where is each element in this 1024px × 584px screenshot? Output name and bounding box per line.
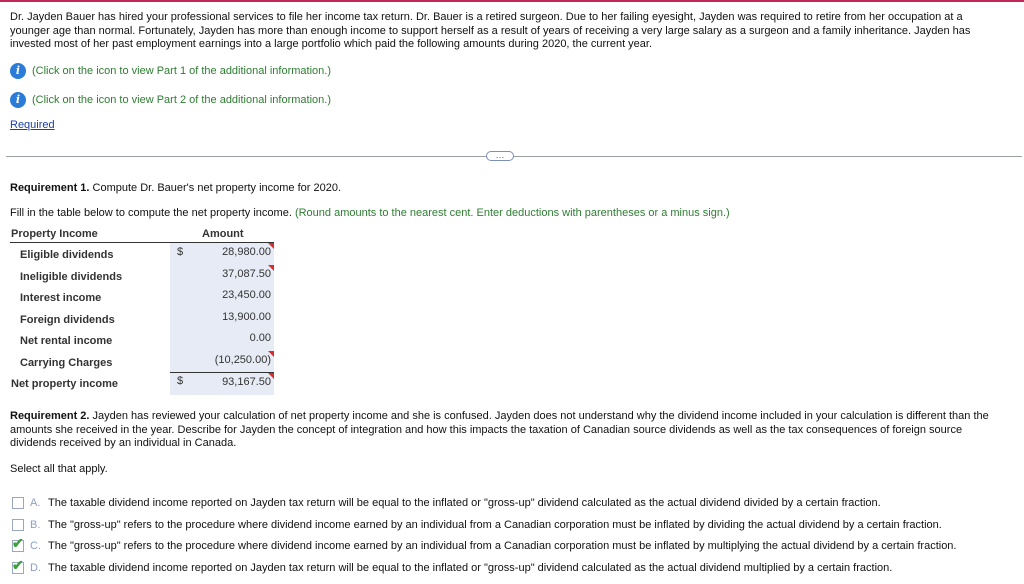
info-link-part-2[interactable]: [10, 92, 331, 108]
info-link-text[interactable]: (Click on the icon to view Part 1 of the additional information.): [32, 65, 331, 77]
instructions-text: Fill in the table below to compute the net property income.: [10, 207, 295, 219]
checkbox[interactable]: [12, 497, 24, 509]
info-icon[interactable]: i: [10, 63, 26, 79]
amount-value[interactable]: 37,087.50: [222, 267, 271, 280]
table-row: [10, 265, 274, 287]
total-amount-input[interactable]: [170, 372, 274, 395]
table-total-row: [10, 372, 274, 394]
top-accent-rule: [0, 0, 1024, 2]
amount-input[interactable]: [170, 286, 274, 308]
info-link-part-1[interactable]: [10, 63, 331, 79]
requirement-2-text-block: [10, 410, 1010, 451]
expand-button[interactable]: …: [486, 151, 514, 161]
error-flag-icon: [268, 351, 274, 357]
option-b[interactable]: [12, 519, 942, 531]
amount-value[interactable]: 0.00: [249, 332, 271, 344]
option-d[interactable]: [12, 557, 893, 574]
header-property-income: Property Income: [11, 228, 98, 240]
error-flag-icon: [268, 265, 274, 271]
table-instructions: [10, 207, 730, 219]
table-row: [10, 243, 274, 265]
header-amount: Amount: [202, 228, 244, 240]
amount-value[interactable]: 13,900.00: [222, 310, 271, 323]
option-c[interactable]: [12, 535, 957, 552]
option-text[interactable]: The taxable dividend income reported on Jayden tax return will be equal to the inflated or "gross-up" dividend calculated as the actual dividend divided by a certain fraction.: [48, 497, 881, 509]
required-link[interactable]: Required: [10, 119, 55, 131]
dollar-sign: $: [177, 246, 184, 258]
option-text[interactable]: The taxable dividend income reported on Jayden tax return will be equal to the inflated or "gross-up" dividend calculated as the actual dividend multiplied by a certain fraction.: [48, 562, 893, 574]
checkbox[interactable]: [12, 535, 24, 552]
amount-input[interactable]: [170, 329, 274, 351]
requirement-1-title: [10, 182, 341, 194]
option-text[interactable]: The "gross-up" refers to the procedure where dividend income earned by an individual from a Canadian corporation must be inflated by dividing the actual dividend by a certain fraction.: [48, 519, 942, 531]
amount-value[interactable]: 28,980.00: [222, 246, 271, 258]
instructions-hint: (Round amounts to the nearest cent. Enter deductions with parentheses or a minus sign.): [294, 207, 730, 219]
select-all-instruction: Select all that apply.: [10, 463, 108, 475]
amount-value[interactable]: (10,250.00): [214, 353, 271, 366]
info-icon[interactable]: i: [10, 92, 26, 108]
requirement-1-label: Requirement 1.: [10, 182, 90, 194]
dollar-sign: $: [177, 375, 184, 387]
row-label: Ineligible dividends: [20, 270, 123, 283]
table-row: [10, 351, 274, 373]
row-label: Eligible dividends: [20, 249, 114, 261]
checkmark-icon: ✔: [12, 535, 24, 551]
error-flag-icon: [268, 373, 274, 379]
checkbox[interactable]: [12, 519, 24, 531]
option-a[interactable]: [12, 497, 881, 509]
checkbox[interactable]: [12, 557, 24, 574]
section-divider: [6, 156, 1022, 157]
table-header: [10, 227, 274, 243]
total-label: Net property income: [11, 378, 118, 390]
option-letter: B.: [30, 519, 41, 531]
amount-input[interactable]: [170, 351, 274, 373]
row-label: Net rental income: [20, 335, 113, 347]
amount-value[interactable]: 23,450.00: [222, 289, 271, 301]
requirement-2-text: Jayden has reviewed your calculation of net property income and she is confused. Jayden does not understand why the dividend income included in your calculation is different than the amounts she received in the year. Describe for Jayden the concept of integration and how this impacts the taxation of Canadian source dividends as well as the tax consequences of foreign source dividends received by an individual in Canada.: [10, 410, 989, 449]
table-row: [10, 286, 274, 308]
option-text[interactable]: The "gross-up" refers to the procedure where dividend income earned by an individual from a Canadian corporation must be inflated by multiplying the actual dividend by a certain fraction.: [48, 540, 957, 552]
row-label: Interest income: [20, 292, 102, 304]
info-link-text[interactable]: (Click on the icon to view Part 2 of the additional information.): [32, 94, 331, 106]
requirement-2-label: Requirement 2.: [10, 410, 90, 422]
option-letter: A.: [30, 497, 41, 509]
row-label: Carrying Charges: [20, 356, 113, 369]
total-amount-value[interactable]: 93,167.50: [222, 376, 271, 388]
problem-intro: Dr. Jayden Bauer has hired your professional services to file her income tax return. Dr. Bauer is a retired surgeon. Due to her failing eyesight, Jayden was required to retire from her occupation at a younger age than normal. Fortunately, Jayden has more than enough income to support herself as a result of years of receiving a very large salary as a surgeon and a family inheritance. Jayden has invested most of her past employment earnings into a large portfolio which paid the following amounts during 2020, the current year.: [10, 11, 971, 50]
amount-input[interactable]: [170, 243, 274, 265]
requirement-1-text: Compute Dr. Bauer's net property income for 2020.: [89, 182, 342, 194]
amount-input[interactable]: [170, 308, 274, 330]
option-letter: D.: [30, 562, 41, 574]
checkmark-icon: ✔: [12, 557, 24, 573]
table-row: [10, 308, 274, 330]
property-income-table: [10, 227, 274, 394]
amount-input[interactable]: [170, 265, 274, 287]
error-flag-icon: [268, 243, 274, 249]
row-label: Foreign dividends: [20, 313, 115, 326]
table-row: [10, 329, 274, 351]
option-letter: C.: [30, 540, 41, 552]
